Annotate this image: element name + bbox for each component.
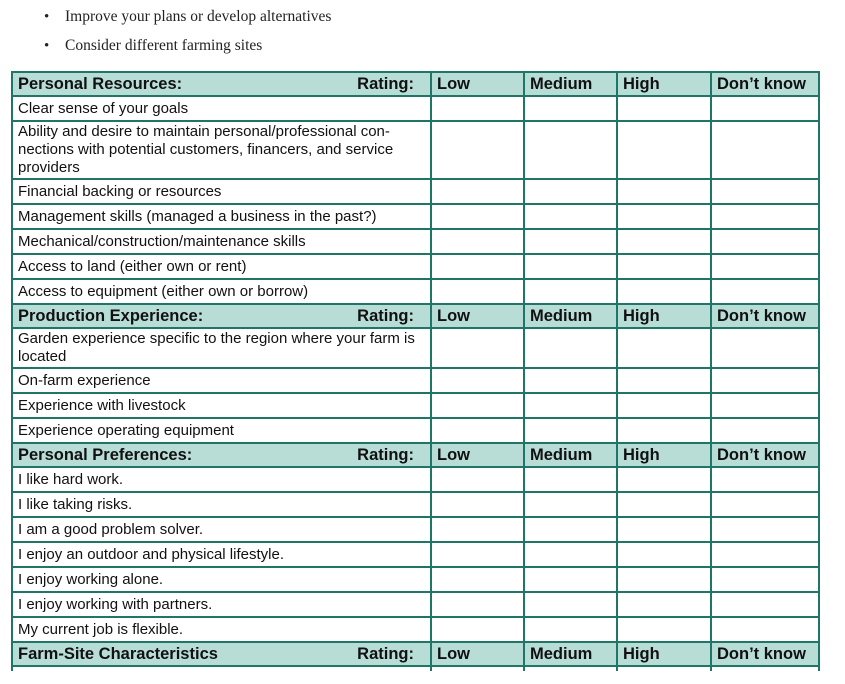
rating-cell-don-t-know[interactable] <box>711 368 819 393</box>
rating-cell-don-t-know[interactable] <box>711 542 819 567</box>
row-label: Financial backing or resources <box>12 179 431 204</box>
cut-cell <box>617 666 711 671</box>
section-title-cell <box>12 443 431 467</box>
table-row <box>12 368 819 393</box>
table-row <box>12 279 819 304</box>
column-header-low: Low <box>431 72 524 96</box>
rating-cell-low[interactable] <box>431 542 524 567</box>
rating-cell-don-t-know[interactable] <box>711 517 819 542</box>
rating-cell-low[interactable] <box>431 492 524 517</box>
row-label: Access to equipment (either own or borrow) <box>12 279 431 304</box>
table-row <box>12 418 819 443</box>
table-row <box>12 328 819 368</box>
rating-cell-don-t-know[interactable] <box>711 418 819 443</box>
row-label: Experience with livestock <box>12 393 431 418</box>
rating-cell-high[interactable] <box>617 121 711 179</box>
rating-label: Rating: <box>357 75 414 93</box>
rating-cell-medium[interactable] <box>524 229 617 254</box>
table-row <box>12 204 819 229</box>
section-header-personal-preferences <box>12 443 819 467</box>
bullet-item: • Improve your plans or develop alternatives <box>44 5 331 34</box>
rating-cell-low[interactable] <box>431 229 524 254</box>
rating-cell-don-t-know[interactable] <box>711 229 819 254</box>
row-label: On-farm experience <box>12 368 431 393</box>
rating-cell-medium[interactable] <box>524 567 617 592</box>
cut-cell <box>524 666 617 671</box>
rating-cell-medium[interactable] <box>524 517 617 542</box>
rating-cell-low[interactable] <box>431 418 524 443</box>
column-header-don-t-know: Don’t know <box>711 72 819 96</box>
rating-cell-low[interactable] <box>431 121 524 179</box>
table-row <box>12 467 819 492</box>
rating-label: Rating: <box>357 307 414 325</box>
row-label: I enjoy working with partners. <box>12 592 431 617</box>
rating-cell-don-t-know[interactable] <box>711 467 819 492</box>
rating-cell-high[interactable] <box>617 567 711 592</box>
rating-cell-low[interactable] <box>431 393 524 418</box>
column-header-don-t-know: Don’t know <box>711 642 819 666</box>
rating-cell-don-t-know[interactable] <box>711 254 819 279</box>
rating-cell-low[interactable] <box>431 567 524 592</box>
table-row-cut <box>12 666 819 671</box>
rating-cell-low[interactable] <box>431 368 524 393</box>
rating-cell-high[interactable] <box>617 179 711 204</box>
rating-cell-low[interactable] <box>431 617 524 642</box>
column-header-high: High <box>617 304 711 328</box>
cut-cell <box>12 666 431 671</box>
rating-label: Rating: <box>357 645 414 663</box>
rating-cell-high[interactable] <box>617 96 711 121</box>
rating-cell-don-t-know[interactable] <box>711 492 819 517</box>
rating-cell-high[interactable] <box>617 204 711 229</box>
rating-cell-don-t-know[interactable] <box>711 279 819 304</box>
row-label: I like hard work. <box>12 467 431 492</box>
rating-cell-high[interactable] <box>617 592 711 617</box>
rating-cell-medium[interactable] <box>524 492 617 517</box>
rating-cell-medium[interactable] <box>524 592 617 617</box>
table-row <box>12 567 819 592</box>
section-title: Production Experience: <box>18 307 204 325</box>
rating-cell-medium[interactable] <box>524 617 617 642</box>
column-header-high: High <box>617 642 711 666</box>
section-title-cell <box>12 642 431 666</box>
rating-cell-low[interactable] <box>431 279 524 304</box>
row-label: I enjoy an outdoor and physical lifestyle. <box>12 542 431 567</box>
table-row <box>12 393 819 418</box>
column-header-medium: Medium <box>524 304 617 328</box>
table-row <box>12 617 819 642</box>
section-header-farm-site-characteristics <box>12 642 819 666</box>
column-header-medium: Medium <box>524 72 617 96</box>
rating-cell-high[interactable] <box>617 418 711 443</box>
rating-cell-high[interactable] <box>617 617 711 642</box>
rating-cell-don-t-know[interactable] <box>711 592 819 617</box>
row-label: My current job is flexible. <box>12 617 431 642</box>
cut-cell <box>711 666 819 671</box>
rating-cell-medium[interactable] <box>524 393 617 418</box>
rating-cell-don-t-know[interactable] <box>711 328 819 368</box>
table-row <box>12 592 819 617</box>
table-row <box>12 254 819 279</box>
rating-cell-don-t-know[interactable] <box>711 617 819 642</box>
table-row <box>12 492 819 517</box>
rating-cell-don-t-know[interactable] <box>711 567 819 592</box>
row-label: Access to land (either own or rent) <box>12 254 431 279</box>
rating-cell-medium[interactable] <box>524 179 617 204</box>
section-title: Personal Resources: <box>18 75 183 93</box>
rating-cell-low[interactable] <box>431 204 524 229</box>
row-label: Mechanical/construction/maintenance skills <box>12 229 431 254</box>
rating-cell-don-t-know[interactable] <box>711 204 819 229</box>
bullet-dot-icon: • <box>44 9 50 25</box>
row-label: Clear sense of your goals <box>12 96 431 121</box>
column-header-high: High <box>617 72 711 96</box>
rating-cell-medium[interactable] <box>524 121 617 179</box>
rating-cell-don-t-know[interactable] <box>711 179 819 204</box>
section-title: Personal Preferences: <box>18 446 193 464</box>
section-header-personal-resources <box>12 72 819 96</box>
rating-cell-medium[interactable] <box>524 418 617 443</box>
row-label: Garden experience specific to the region where your farm is located <box>12 328 431 368</box>
row-label: Experience operating equipment <box>12 418 431 443</box>
table-row <box>12 542 819 567</box>
row-label: Ability and desire to maintain personal/professional con- nections with potential customers, financers, and service providers <box>12 121 431 179</box>
column-header-low: Low <box>431 304 524 328</box>
row-label: I like taking risks. <box>12 492 431 517</box>
column-header-don-t-know: Don’t know <box>711 443 819 467</box>
column-header-don-t-know: Don’t know <box>711 304 819 328</box>
table-row <box>12 229 819 254</box>
table-row <box>12 121 819 179</box>
rating-cell-high[interactable] <box>617 492 711 517</box>
rating-cell-medium[interactable] <box>524 467 617 492</box>
rating-cell-low[interactable] <box>431 467 524 492</box>
rating-cell-medium[interactable] <box>524 204 617 229</box>
rating-cell-high[interactable] <box>617 328 711 368</box>
bullet-item: • Consider different farming sites <box>44 34 331 63</box>
section-title: Farm-Site Characteristics <box>18 645 218 663</box>
column-header-medium: Medium <box>524 443 617 467</box>
rating-label: Rating: <box>357 446 414 464</box>
column-header-medium: Medium <box>524 642 617 666</box>
table-row <box>12 517 819 542</box>
rating-cell-medium[interactable] <box>524 328 617 368</box>
bullet-dot-icon: • <box>44 38 50 54</box>
rating-cell-medium[interactable] <box>524 368 617 393</box>
rating-cell-low[interactable] <box>431 592 524 617</box>
cut-cell <box>431 666 524 671</box>
rating-cell-don-t-know[interactable] <box>711 96 819 121</box>
row-label: I am a good problem solver. <box>12 517 431 542</box>
rating-cell-medium[interactable] <box>524 542 617 567</box>
rating-cell-high[interactable] <box>617 542 711 567</box>
rating-cell-low[interactable] <box>431 328 524 368</box>
rating-cell-don-t-know[interactable] <box>711 393 819 418</box>
column-header-low: Low <box>431 642 524 666</box>
rating-cell-medium[interactable] <box>524 279 617 304</box>
column-header-low: Low <box>431 443 524 467</box>
column-header-high: High <box>617 443 711 467</box>
rating-cell-don-t-know[interactable] <box>711 121 819 179</box>
section-title-cell <box>12 72 431 96</box>
rating-cell-low[interactable] <box>431 517 524 542</box>
rating-cell-low[interactable] <box>431 254 524 279</box>
table-row <box>12 179 819 204</box>
rating-cell-high[interactable] <box>617 279 711 304</box>
rating-cell-high[interactable] <box>617 393 711 418</box>
section-title-cell <box>12 304 431 328</box>
rating-cell-high[interactable] <box>617 229 711 254</box>
row-label: I enjoy working alone. <box>12 567 431 592</box>
table-row <box>12 96 819 121</box>
rating-cell-high[interactable] <box>617 517 711 542</box>
rating-cell-medium[interactable] <box>524 254 617 279</box>
section-header-production-experience <box>12 304 819 328</box>
rating-cell-high[interactable] <box>617 368 711 393</box>
rating-cell-medium[interactable] <box>524 96 617 121</box>
rating-cell-low[interactable] <box>431 96 524 121</box>
rating-cell-low[interactable] <box>431 179 524 204</box>
rating-cell-high[interactable] <box>617 467 711 492</box>
row-label: Management skills (managed a business in the past?) <box>12 204 431 229</box>
self-assessment-rating-table <box>11 71 820 671</box>
rating-cell-high[interactable] <box>617 254 711 279</box>
intro-bullet-list <box>44 5 331 63</box>
